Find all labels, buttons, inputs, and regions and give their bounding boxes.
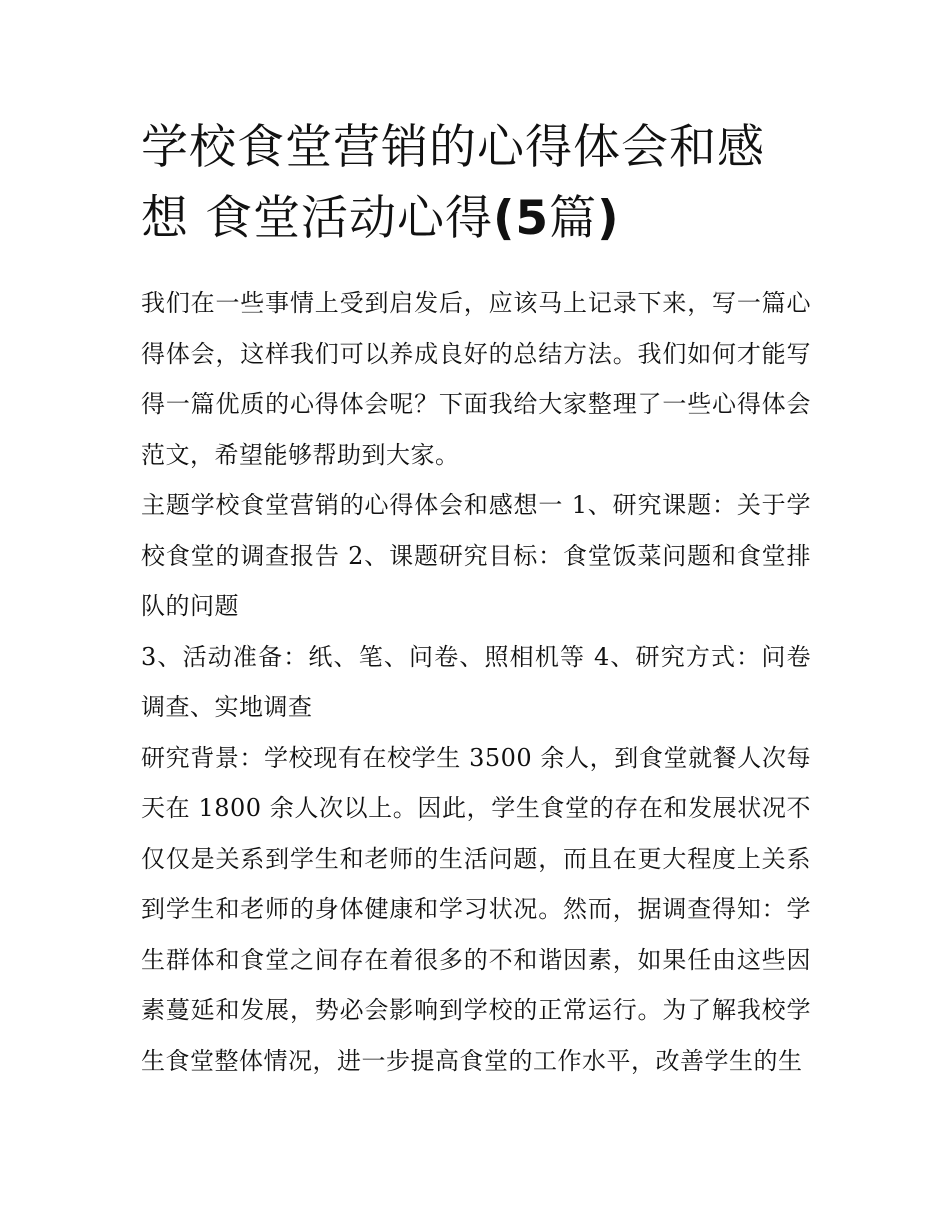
title-count: (5 [492,191,550,246]
title-text: 学校食堂营销的心得体会和感想 食堂活动心得 [141,120,765,246]
document-content [141,112,811,1086]
topic-paragraph: 主题学校食堂营销的心得体会和感想一 1、研究课题：关于学校食堂的调查报告 2、课题研究目标：食堂饭菜问题和食堂排队的问题 [141,491,811,620]
intro-paragraph: 我们在一些事情上受到启发后，应该马上记录下来，写一篇心得体会，这样我们可以养成良好的总结方法。我们如何才能写得一篇优质的心得体会呢？下面我给大家整理了一些心得体会范文，希望能够帮助到大家。 [141,289,811,469]
document-title [141,112,811,254]
title-unit: 篇 [549,191,598,246]
title-close-paren: ) [597,191,620,246]
background-paragraph: 研究背景：学校现有在校学生 3500 余人，到食堂就餐人次每天在 1800 余人次以上。因此，学生食堂的存在和发展状况不仅仅是关系到学生和老师的生活问题，而且在更大程度上关系到学生和老师的身体健康和学习状况。然而，据调查得知：学生群体和食堂之间存在着很多的不和谐因素，如果任由这些因素蔓延和发展，势必会影响到学校的正常运行。为了解我校学生食堂整体情况，进一步提高食堂的工作水平，改善学生的生 [141,743,811,1075]
preparation-paragraph: 3、活动准备：纸、笔、问卷、照相机等 4、研究方式：问卷调查、实地调查 [141,642,811,721]
